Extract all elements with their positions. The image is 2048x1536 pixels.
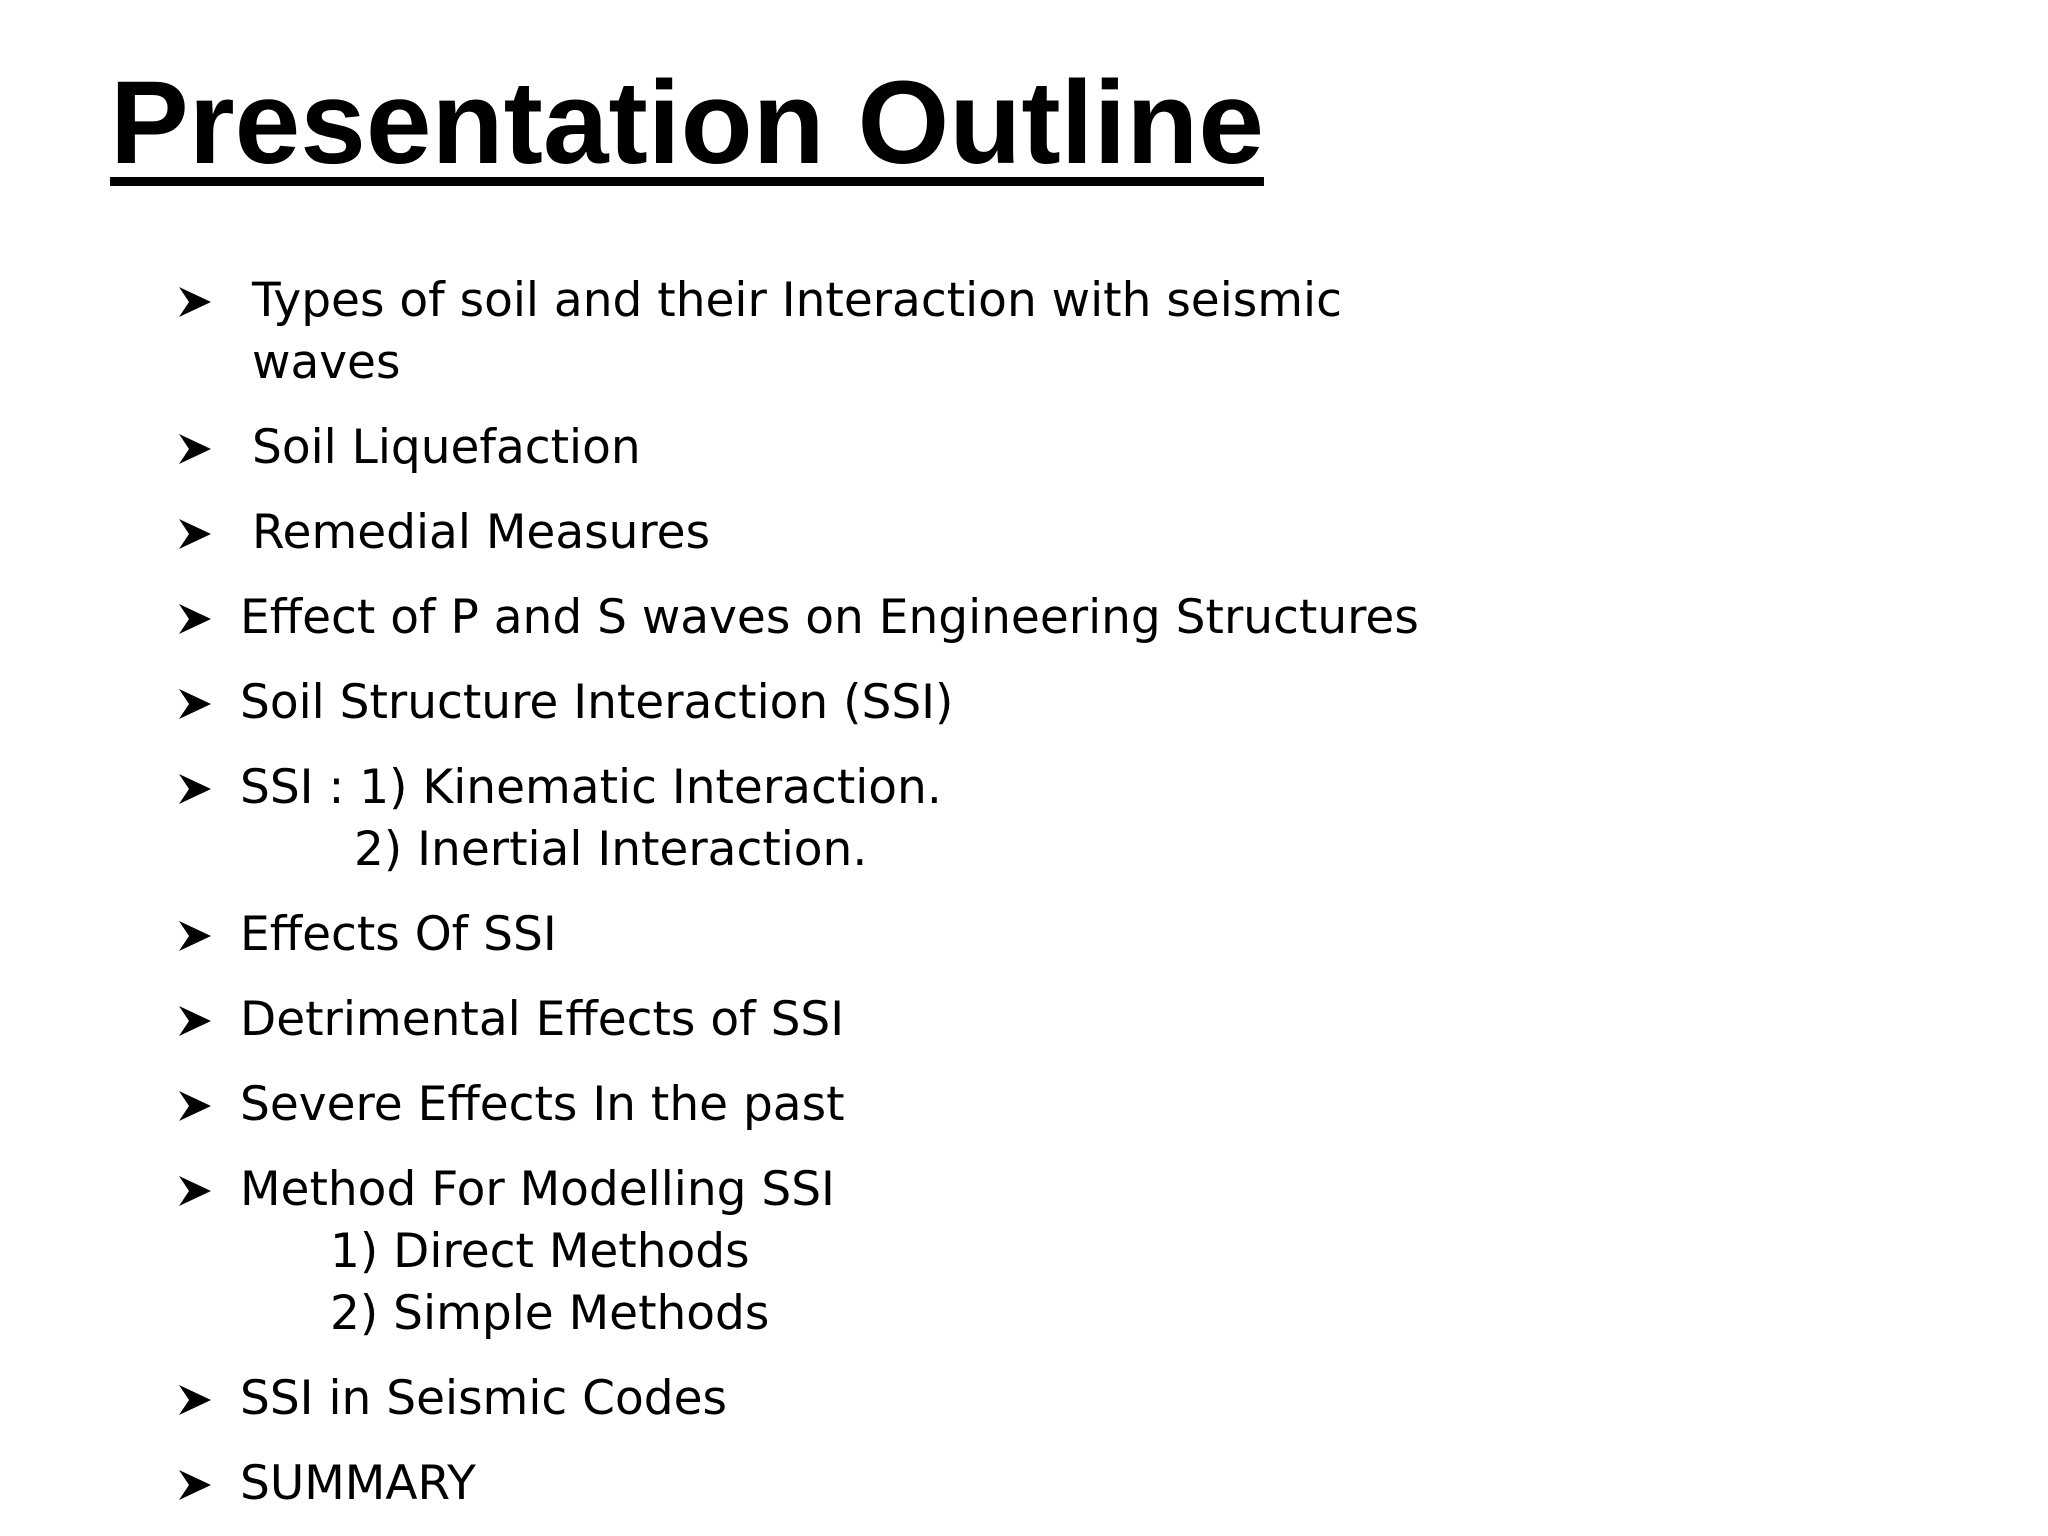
outline-item-text: Soil Structure Interaction (SSI)	[240, 675, 954, 730]
outline-item	[178, 672, 1498, 734]
outline-subitem-text: 1) Direct Methods	[330, 1224, 750, 1279]
outline-item	[178, 417, 1498, 479]
arrowhead-bullet-icon	[178, 1453, 214, 1515]
arrowhead-bullet-icon	[178, 587, 214, 649]
outline-item-text: SUMMARY	[240, 1456, 476, 1511]
outline-item-text: Types of soil and their Interaction with seismic waves	[252, 273, 1342, 390]
outline-item	[178, 757, 1498, 881]
outline-item-text: Soil Liquefaction	[252, 420, 641, 475]
outline-item	[178, 502, 1498, 564]
outline-item-text: Method For Modelling SSI	[240, 1162, 835, 1217]
arrowhead-bullet-icon	[178, 417, 214, 479]
outline-item	[178, 270, 1498, 394]
arrowhead-bullet-icon	[178, 757, 214, 819]
arrowhead-bullet-icon	[178, 904, 214, 966]
outline-subitem-text: 2) Simple Methods	[330, 1286, 770, 1341]
outline-subitem-text: 2) Inertial Interaction.	[354, 822, 868, 877]
outline-item-text: Remedial Measures	[252, 505, 711, 560]
outline-item	[178, 587, 1498, 649]
arrowhead-bullet-icon	[178, 502, 214, 564]
slide-title: Presentation Outline	[110, 57, 1264, 189]
arrowhead-bullet-icon	[178, 270, 214, 332]
outline-item-text: Detrimental Effects of SSI	[240, 992, 845, 1047]
arrowhead-bullet-icon	[178, 1074, 214, 1136]
outline-item-text: SSI in Seismic Codes	[240, 1371, 727, 1426]
arrowhead-bullet-icon	[178, 672, 214, 734]
outline-item	[178, 904, 1498, 966]
outline-item-text: Severe Effects In the past	[240, 1077, 845, 1132]
outline-item	[178, 989, 1498, 1051]
outline-list	[178, 270, 1498, 1536]
outline-item-text: SSI : 1) Kinematic Interaction.	[240, 760, 942, 815]
outline-item	[178, 1453, 1498, 1515]
arrowhead-bullet-icon	[178, 1368, 214, 1430]
outline-item-text: Effect of P and S waves on Engineering Structures	[240, 590, 1419, 645]
outline-item-text: Effects Of SSI	[240, 907, 557, 962]
outline-item	[178, 1368, 1498, 1430]
outline-item	[178, 1074, 1498, 1136]
arrowhead-bullet-icon	[178, 989, 214, 1051]
arrowhead-bullet-icon	[178, 1159, 214, 1221]
outline-item	[178, 1159, 1498, 1345]
